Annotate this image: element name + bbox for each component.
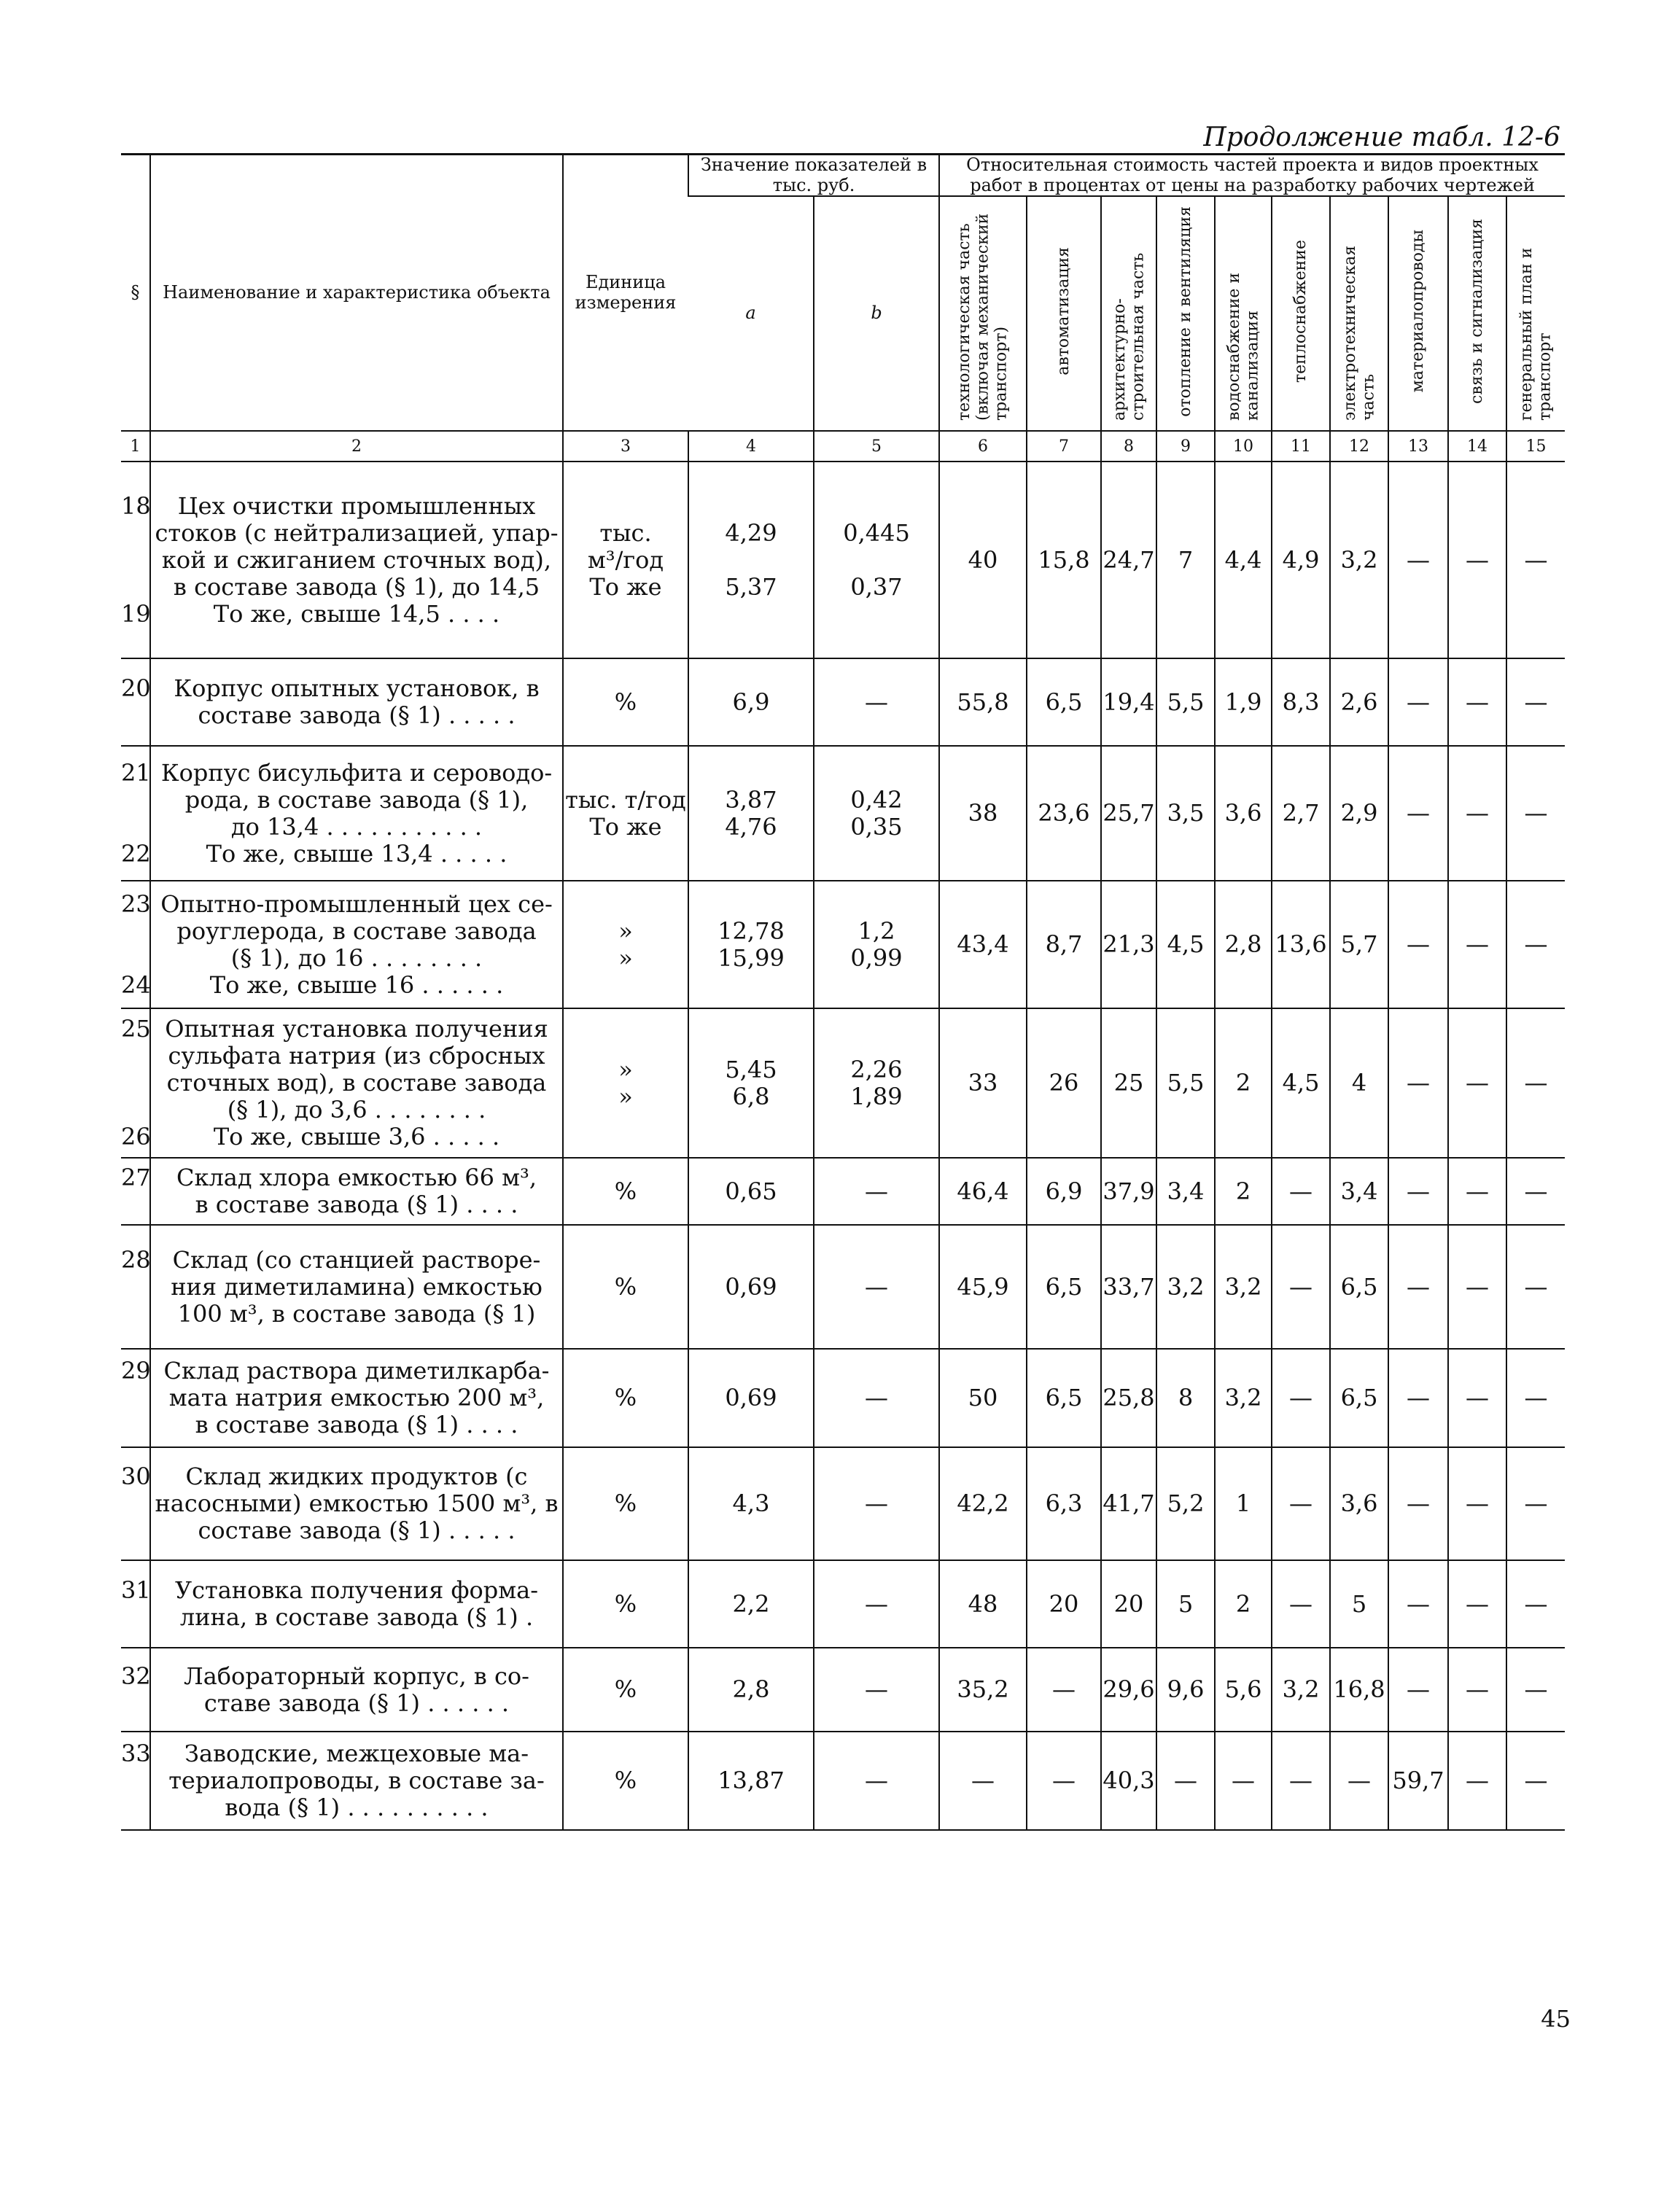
header-name: Наименование и характеристика объекта <box>150 155 563 432</box>
unit-value: % <box>614 1177 637 1205</box>
value-a: 4,3 <box>732 1490 770 1518</box>
header-costs-group: Относительная стоимость частей проекта и видов проектных работ в процентах от цены на разработку рабочих чертежей <box>939 155 1565 197</box>
table-row <box>121 462 1565 658</box>
row-number: 19 <box>121 599 151 628</box>
column-number: 5 <box>814 431 939 462</box>
percent-cell: 9,6 <box>1156 1648 1215 1732</box>
object-name-line: То же, свыше 14,5 . . . . <box>213 600 500 628</box>
value-b: — <box>865 1490 888 1518</box>
object-name-line: насосными) емкостью 1500 м³, в <box>155 1490 559 1518</box>
percent-cell: 2,8 <box>1215 881 1272 1008</box>
object-name-line: в составе завода (§ 1) . . . . <box>195 1191 518 1219</box>
percent-cell: 3,2 <box>1215 1349 1272 1447</box>
value-a: 2,2 <box>732 1589 770 1618</box>
row-number: 28 <box>121 1245 151 1274</box>
percent-cell: 6,3 <box>1027 1447 1101 1560</box>
percent-cell: 2,9 <box>1330 746 1388 881</box>
row-number <box>121 814 149 841</box>
percent-cell: 6,5 <box>1027 1349 1101 1447</box>
value-b: — <box>865 1384 888 1412</box>
unit-value: » <box>618 1082 633 1110</box>
object-name-line: составе завода (§ 1) . . . . . <box>198 702 516 730</box>
percent-cell: 3,4 <box>1156 1158 1215 1225</box>
row-number: 21 <box>121 758 151 787</box>
percent-cell: 6,5 <box>1330 1349 1388 1447</box>
percent-cell: 42,2 <box>939 1447 1027 1560</box>
percent-cell: — <box>1388 1648 1448 1732</box>
table-row <box>121 1560 1565 1648</box>
row-number: 27 <box>121 1164 151 1192</box>
percent-cell: — <box>1506 1349 1565 1447</box>
percent-cell: 3,6 <box>1215 746 1272 881</box>
percent-cell: — <box>1506 1225 1565 1349</box>
percent-cell: — <box>1272 1560 1330 1648</box>
value-b: 0,37 <box>850 572 903 601</box>
percent-cell: — <box>1448 1732 1506 1830</box>
page-number: 45 <box>1541 2005 1571 2033</box>
percent-cell: 41,7 <box>1101 1447 1156 1560</box>
object-name-line: стоков (с нейтрализацией, упар- <box>155 519 559 547</box>
percent-cell: — <box>1506 1447 1565 1560</box>
unit-value: То же <box>589 572 662 601</box>
row-number: 18 <box>121 491 151 520</box>
header-cost-col: материалопроводы <box>1409 230 1428 393</box>
percent-cell: 45,9 <box>939 1225 1027 1349</box>
percent-cell: — <box>1448 1008 1506 1158</box>
percent-cell: — <box>1506 746 1565 881</box>
object-name-line: Заводские, межцеховые ма- <box>184 1740 529 1768</box>
value-b: — <box>865 1589 888 1618</box>
percent-cell: 5 <box>1156 1560 1215 1648</box>
percent-cell: 7 <box>1156 462 1215 658</box>
percent-cell: 3,2 <box>1330 462 1388 658</box>
object-name-line: То же, свыше 16 . . . . . . <box>209 971 504 999</box>
object-name-line: (§ 1), до 16 . . . . . . . . <box>230 944 483 972</box>
percent-cell: 3,6 <box>1330 1447 1388 1560</box>
row-number: 33 <box>121 1740 151 1768</box>
percent-cell: 59,7 <box>1388 1732 1448 1830</box>
row-number <box>121 787 149 814</box>
value-b: — <box>865 1675 888 1704</box>
row-number <box>121 1767 149 1794</box>
percent-cell: 19,4 <box>1101 658 1156 746</box>
object-name-line: Склад (со станцией растворе- <box>172 1246 541 1274</box>
value-a: 5,45 <box>725 1055 777 1083</box>
percent-cell: — <box>1388 1560 1448 1648</box>
percent-cell: — <box>1388 1008 1448 1158</box>
object-name-line: лина, в составе завода (§ 1) . <box>179 1604 534 1632</box>
column-number: 11 <box>1272 431 1330 462</box>
object-name-line: териалопроводы, в составе за- <box>168 1767 545 1795</box>
object-name-line: мата натрия емкостью 200 м³, <box>168 1385 545 1412</box>
percent-cell: — <box>1388 1225 1448 1349</box>
percent-cell: 43,4 <box>939 881 1027 1008</box>
value-b: 0,35 <box>850 812 903 841</box>
value-a: 3,87 <box>725 785 777 814</box>
row-number <box>121 945 149 972</box>
percent-cell: 6,9 <box>1027 1158 1101 1225</box>
table-caption: Продолжение табл. 12-6 <box>1203 122 1560 152</box>
row-number <box>121 1097 149 1124</box>
row-number: 29 <box>121 1357 151 1385</box>
percent-cell: 5,6 <box>1215 1648 1272 1732</box>
percent-cell: 35,2 <box>939 1648 1027 1732</box>
column-number: 14 <box>1448 431 1506 462</box>
percent-cell: — <box>1448 1158 1506 1225</box>
row-number <box>121 1043 149 1070</box>
value-b: — <box>865 1177 888 1205</box>
percent-cell: 16,8 <box>1330 1648 1388 1732</box>
value-b: 0,42 <box>850 785 903 814</box>
column-number: 8 <box>1101 431 1156 462</box>
header-cost-col: теплоснабжение <box>1291 240 1310 383</box>
object-name-line: в составе завода (§ 1), до 14,5 <box>173 573 540 601</box>
table-row <box>121 1158 1565 1225</box>
percent-cell: 5,5 <box>1156 1008 1215 1158</box>
header-cost-col: архитектурно-строительная часть <box>1110 252 1148 421</box>
row-number <box>121 574 149 601</box>
percent-cell: 2 <box>1215 1560 1272 1648</box>
object-name-line: кой и сжиганием сточных вод), <box>161 546 552 574</box>
table-row <box>121 1349 1565 1447</box>
value-a: 2,8 <box>732 1675 770 1704</box>
percent-cell: 8,3 <box>1272 658 1330 746</box>
header-section: § <box>121 155 150 432</box>
percent-cell: — <box>1388 881 1448 1008</box>
row-number <box>121 1070 149 1097</box>
object-name-line: ставе завода (§ 1) . . . . . . <box>203 1689 510 1717</box>
row-number <box>121 918 149 945</box>
percent-cell: 2,7 <box>1272 746 1330 881</box>
percent-cell: — <box>1448 462 1506 658</box>
table-row <box>121 1648 1565 1732</box>
percent-cell: — <box>1388 658 1448 746</box>
row-number <box>121 1794 149 1821</box>
value-b: 1,2 <box>858 916 895 945</box>
percent-cell: — <box>1448 1560 1506 1648</box>
value-b <box>814 547 938 574</box>
value-a: 0,69 <box>725 1384 777 1412</box>
row-number <box>121 702 149 729</box>
row-number <box>121 547 149 574</box>
unit-value: % <box>614 1675 637 1704</box>
header-cost-col: электротехническая часть <box>1340 245 1378 421</box>
percent-cell: 25 <box>1101 1008 1156 1158</box>
table-row <box>121 881 1565 1008</box>
percent-cell: — <box>1448 1349 1506 1447</box>
percent-cell: 5 <box>1330 1560 1388 1648</box>
percent-cell: — <box>1388 1158 1448 1225</box>
object-name-line: ния диметиламина) емкостью <box>171 1273 542 1301</box>
percent-cell: — <box>1272 1447 1330 1560</box>
percent-cell: 4,4 <box>1215 462 1272 658</box>
unit-value: % <box>614 1490 637 1518</box>
percent-cell: 20 <box>1101 1560 1156 1648</box>
value-a: 0,69 <box>725 1272 777 1301</box>
object-name-line: Опытно-промышленный цех се- <box>160 890 553 918</box>
percent-cell: 3,5 <box>1156 746 1215 881</box>
column-number: 2 <box>150 431 563 462</box>
object-name-line: Установка получения форма- <box>174 1577 539 1605</box>
header-cost-col: отопление и вентиляция <box>1176 206 1195 417</box>
table-row <box>121 1732 1565 1830</box>
value-a: 13,87 <box>718 1767 785 1795</box>
value-b: — <box>865 1767 888 1795</box>
object-name-line: То же, свыше 3,6 . . . . . <box>213 1124 500 1151</box>
object-name-line: Лабораторный корпус, в со- <box>184 1662 529 1690</box>
percent-cell: 48 <box>939 1560 1027 1648</box>
row-number: 26 <box>121 1123 151 1151</box>
value-a: 15,99 <box>718 943 785 972</box>
percent-cell: 4,5 <box>1156 881 1215 1008</box>
percent-cell: — <box>1506 881 1565 1008</box>
column-number: 4 <box>688 431 814 462</box>
percent-cell: 2 <box>1215 1158 1272 1225</box>
header-cost-col: автоматизация <box>1054 247 1073 375</box>
percent-cell: — <box>1388 462 1448 658</box>
column-number: 3 <box>563 431 688 462</box>
object-name-line: рода, в составе завода (§ 1), <box>184 786 529 814</box>
object-name-line: сточных вод), в составе завода <box>166 1070 547 1097</box>
percent-cell: 13,6 <box>1272 881 1330 1008</box>
percent-cell: 1,9 <box>1215 658 1272 746</box>
percent-cell: — <box>1506 1560 1565 1648</box>
percent-cell: 5,5 <box>1156 658 1215 746</box>
value-b: 0,99 <box>850 943 903 972</box>
header-unit: Единица измерения <box>563 155 688 432</box>
percent-cell: 6,5 <box>1027 1225 1101 1349</box>
unit-value: То же <box>589 812 662 841</box>
percent-cell: — <box>1027 1648 1101 1732</box>
percent-cell: — <box>1388 746 1448 881</box>
percent-cell: — <box>1272 1349 1330 1447</box>
object-name-line: в составе завода (§ 1) . . . . <box>195 1412 518 1439</box>
column-number: 12 <box>1330 431 1388 462</box>
row-number: 32 <box>121 1662 151 1690</box>
percent-cell: 1 <box>1215 1447 1272 1560</box>
column-number: 9 <box>1156 431 1215 462</box>
unit-value: » <box>618 943 633 972</box>
percent-cell: — <box>1448 1648 1506 1732</box>
percent-cell: 55,8 <box>939 658 1027 746</box>
percent-cell: — <box>1388 1349 1448 1447</box>
row-number: 24 <box>121 970 151 999</box>
percent-cell: 3,4 <box>1330 1158 1388 1225</box>
percent-cell: 29,6 <box>1101 1648 1156 1732</box>
object-name-line: Корпус опытных установок, в <box>174 675 540 703</box>
unit-value: » <box>618 916 633 945</box>
row-number <box>121 1191 149 1218</box>
percent-cell: — <box>1448 658 1506 746</box>
header-cost-col: связь и сигнализация <box>1468 219 1487 405</box>
unit-value: тыс. т/год <box>565 785 686 814</box>
percent-cell: — <box>1156 1732 1215 1830</box>
percent-cell: 4,5 <box>1272 1008 1330 1158</box>
row-number: 31 <box>121 1576 151 1605</box>
value-a <box>689 547 813 574</box>
value-a: 6,8 <box>732 1082 770 1110</box>
table-row <box>121 1008 1565 1158</box>
value-a: 6,9 <box>732 688 770 716</box>
percent-cell: — <box>1215 1732 1272 1830</box>
unit-value: » <box>618 1055 633 1083</box>
value-a: 12,78 <box>718 916 785 945</box>
object-name-line: То же, свыше 13,4 . . . . . <box>206 840 508 868</box>
percent-cell: 37,9 <box>1101 1158 1156 1225</box>
object-name-line: вода (§ 1) . . . . . . . . . . <box>225 1794 489 1822</box>
percent-cell: 46,4 <box>939 1158 1027 1225</box>
percent-cell: — <box>1506 1732 1565 1830</box>
value-a: 0,65 <box>725 1177 777 1205</box>
object-name-line: составе завода (§ 1) . . . . . <box>198 1517 516 1545</box>
value-a: 5,37 <box>725 572 777 601</box>
header-values-group: Значение показателей в тыс. руб. <box>688 155 939 197</box>
percent-cell: 2 <box>1215 1008 1272 1158</box>
percent-cell: 38 <box>939 746 1027 881</box>
percent-cell: 24,7 <box>1101 462 1156 658</box>
percent-cell: — <box>1330 1732 1388 1830</box>
percent-cell: — <box>1272 1158 1330 1225</box>
percent-cell: 3,2 <box>1156 1225 1215 1349</box>
row-number <box>121 1690 149 1717</box>
row-number: 23 <box>121 889 151 918</box>
unit-value: % <box>614 1384 637 1412</box>
percent-cell: 5,2 <box>1156 1447 1215 1560</box>
object-name-line: (§ 1), до 3,6 . . . . . . . . <box>227 1097 486 1124</box>
row-number <box>121 1517 149 1544</box>
unit-value: % <box>614 688 637 716</box>
percent-cell: 8,7 <box>1027 881 1101 1008</box>
header-cost-col: водоснабжение и канализация <box>1224 273 1262 421</box>
cost-table <box>121 153 1565 1831</box>
row-number <box>121 1412 149 1438</box>
percent-cell: 6,5 <box>1330 1225 1388 1349</box>
header-cost-col: технологическая часть (включая механический транспорт) <box>955 213 1011 421</box>
unit-value: % <box>614 1589 637 1618</box>
percent-cell: 4,9 <box>1272 462 1330 658</box>
column-number: 1 <box>121 431 150 462</box>
percent-cell: 5,7 <box>1330 881 1388 1008</box>
percent-cell: 25,8 <box>1101 1349 1156 1447</box>
percent-cell: 20 <box>1027 1560 1101 1648</box>
object-name-line: Цех очистки промышленных <box>177 492 536 520</box>
row-number <box>121 1274 149 1301</box>
percent-cell: 15,8 <box>1027 462 1101 658</box>
row-number <box>121 1490 149 1517</box>
row-number: 20 <box>121 674 151 703</box>
percent-cell: — <box>1388 1447 1448 1560</box>
percent-cell: 2,6 <box>1330 658 1388 746</box>
percent-cell: — <box>1448 746 1506 881</box>
percent-cell: 8 <box>1156 1349 1215 1447</box>
percent-cell: 3,2 <box>1272 1648 1330 1732</box>
table-row <box>121 658 1565 746</box>
row-number <box>121 1385 149 1412</box>
percent-cell: 40,3 <box>1101 1732 1156 1830</box>
percent-cell: 23,6 <box>1027 746 1101 881</box>
value-b: 2,26 <box>850 1055 903 1083</box>
row-number: 30 <box>121 1463 151 1491</box>
object-name-line: 100 м³, в составе завода (§ 1) <box>177 1300 536 1328</box>
header-col-a: a <box>688 196 814 431</box>
row-number <box>121 520 149 547</box>
unit-value: % <box>614 1272 637 1301</box>
row-number <box>121 1604 149 1631</box>
percent-cell: 3,2 <box>1215 1225 1272 1349</box>
percent-cell: 50 <box>939 1349 1027 1447</box>
percent-cell: — <box>1272 1732 1330 1830</box>
object-name-line: Склад хлора емкостью 66 м³, <box>176 1164 537 1192</box>
value-b: 0,445 <box>843 518 910 547</box>
percent-cell: — <box>1272 1225 1330 1349</box>
unit-value: м³/год <box>587 545 664 574</box>
percent-cell: 6,5 <box>1027 658 1101 746</box>
percent-cell: 40 <box>939 462 1027 658</box>
object-name-line: роуглерода, в составе завода <box>176 917 537 945</box>
column-number: 13 <box>1388 431 1448 462</box>
column-number: 6 <box>939 431 1027 462</box>
table-row <box>121 746 1565 881</box>
object-name-line: до 13,4 . . . . . . . . . . . <box>230 813 483 841</box>
object-name-line: Склад жидких продуктов (с <box>185 1463 528 1491</box>
unit-value: тыс. <box>599 518 652 547</box>
percent-cell: 25,7 <box>1101 746 1156 881</box>
percent-cell: 21,3 <box>1101 881 1156 1008</box>
percent-cell: — <box>1506 658 1565 746</box>
percent-cell: — <box>1448 881 1506 1008</box>
value-b: 1,89 <box>850 1082 903 1110</box>
percent-cell: 4 <box>1330 1008 1388 1158</box>
percent-cell: — <box>1506 1008 1565 1158</box>
percent-cell: 33 <box>939 1008 1027 1158</box>
percent-cell: — <box>1448 1225 1506 1349</box>
percent-cell: — <box>1506 1648 1565 1732</box>
percent-cell: — <box>1506 462 1565 658</box>
value-a: 4,76 <box>725 812 777 841</box>
value-b: — <box>865 1272 888 1301</box>
object-name-line: Склад раствора диметилкарба- <box>163 1358 550 1385</box>
column-number: 10 <box>1215 431 1272 462</box>
table-row <box>121 1447 1565 1560</box>
column-number: 15 <box>1506 431 1565 462</box>
value-b: — <box>865 688 888 716</box>
row-number <box>121 1301 149 1328</box>
percent-cell: — <box>1027 1732 1101 1830</box>
object-name-line: Опытная установка получения <box>165 1016 548 1043</box>
unit-value: % <box>614 1767 637 1795</box>
percent-cell: — <box>1448 1447 1506 1560</box>
percent-cell: — <box>1506 1158 1565 1225</box>
column-number-row <box>121 431 1565 462</box>
header-cost-col: генеральный план и транспорт <box>1517 247 1555 421</box>
object-name-line: сульфата натрия (из сбросных <box>168 1043 545 1070</box>
value-a: 4,29 <box>725 518 777 547</box>
table-row <box>121 1225 1565 1349</box>
object-name-line: Корпус бисульфита и сероводо- <box>160 759 553 787</box>
row-number: 22 <box>121 839 151 868</box>
header-col-b: b <box>814 196 939 431</box>
row-number: 25 <box>121 1015 151 1043</box>
percent-cell: 33,7 <box>1101 1225 1156 1349</box>
column-number: 7 <box>1027 431 1101 462</box>
percent-cell: — <box>939 1732 1027 1830</box>
percent-cell: 26 <box>1027 1008 1101 1158</box>
